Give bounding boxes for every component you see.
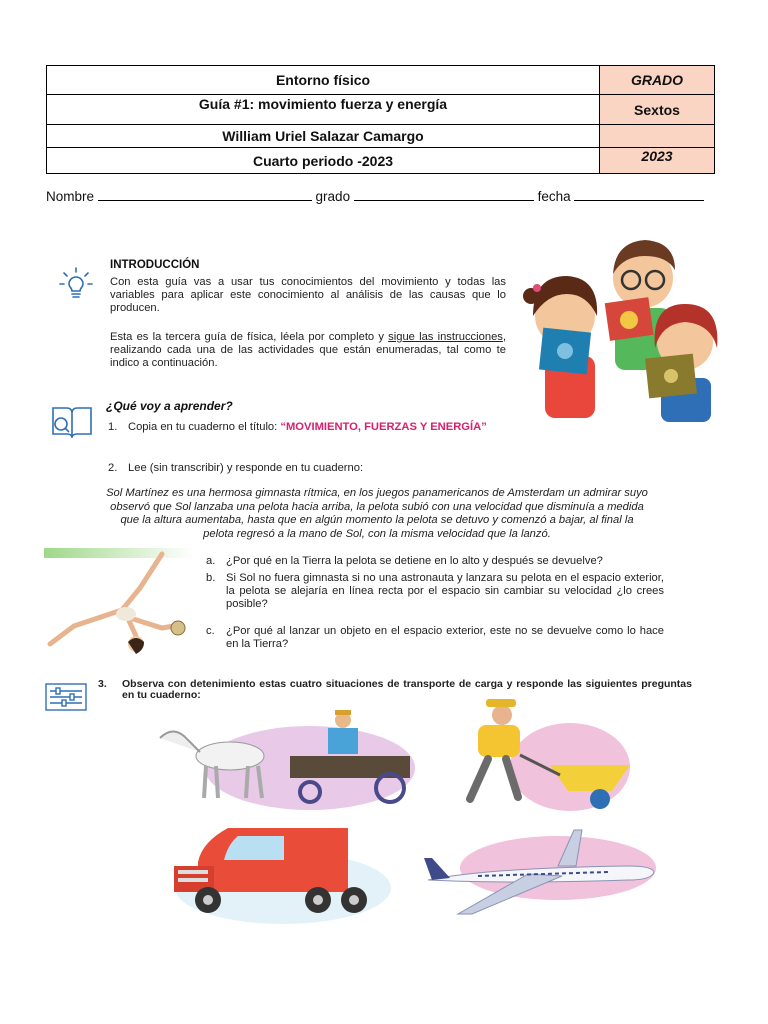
intro-p2-start: Esta es la tercera guía de física, léela por completo y [110,331,389,343]
learn-title: ¿Qué voy a aprender? [106,399,233,413]
question-c-text: ¿Por qué al lanzar un objeto en el espacio exterior, este no se devuelve como lo hace en la Tierra? [226,625,664,650]
student-info-line [46,188,713,204]
question-b-letter: b. [206,572,216,584]
header-empty-cell [600,125,714,147]
header-year: 2023 [600,148,714,173]
question-c [206,625,664,651]
header-grade-value: Sextos [600,95,714,124]
intro-paragraph-1: Con esta guía vas a usar tus conocimientos del movimiento y todas las variables para aplicar este conocimiento al análisis de las causas que lo producen. [110,276,506,314]
question-b-text: Si Sol no fuera gimnasta si no una astronauta y lanzara su pelota en el espacio exterior, la pelota se alejaría en línea recta por el espacio sin cambiar su velocidad ¿lo crees posible? [226,572,664,610]
item-1 [108,421,487,433]
header-row-2 [47,95,714,125]
airplane-illustration [418,826,658,918]
header-subject: Entorno físico [47,66,600,94]
header-row-4 [47,148,714,173]
question-c-letter: c. [206,625,215,637]
item-3-text: Observa con detenimiento estas cuatro situaciones de transporte de carga y responde las siguientes preguntas en tu cuaderno: [122,678,692,701]
item-2-text: Lee (sin transcribir) y responde en tu cuaderno: [128,462,364,474]
intro-p2-end: , realizando cada una de las actividades que están enumeradas, tal como te indico a continuación. [110,331,506,369]
story-paragraph: Sol Martínez es una hermosa gimnasta rítmica, en los juegos panamericanos de Amsterdam un admirar suyo observó que Sol lanzaba una pelota hacia arriba, la pelota subió con una velocidad que disminuía a medida que la altura aumentaba, hasta que en algún momento la pelota se detuvo y comenzó a bajar, al final la pelota regresó a la mano de Sol, con la misma velocidad que la lanzó. [106,487,648,540]
header-row-1 [47,66,714,95]
question-a-letter: a. [206,555,216,567]
header-guide-title: Guía #1: movimiento fuerza y energía [47,95,600,124]
nombre-label: Nombre [46,189,95,204]
header-grade-label: GRADO [600,66,714,94]
wheelbarrow-illustration [440,695,645,815]
question-a [206,555,664,568]
item-1-number: 1. [108,421,118,433]
fecha-field[interactable] [574,188,704,201]
item-1-text: Copia en tu cuaderno el título: [128,421,281,433]
grado-label: grado [315,189,351,204]
nombre-field[interactable] [98,188,312,201]
question-b [206,572,664,611]
item-3-number: 3. [98,678,107,690]
header-table [46,65,715,174]
sliders-icon [44,682,88,712]
header-row-3 [47,125,714,148]
book-search-icon [49,404,95,438]
children-reading-illustration [515,238,720,423]
fecha-label: fecha [537,189,571,204]
item-2-number: 2. [108,462,118,474]
gymnast-illustration [44,548,194,663]
truck-illustration [168,818,403,926]
instructions-link: sigue las instrucciones [388,331,503,343]
lightbulb-icon [58,264,94,304]
item-2 [108,462,363,474]
grado-field[interactable] [354,188,534,201]
horse-cart-illustration [150,708,435,813]
header-period: Cuarto periodo -2023 [47,148,600,173]
intro-title: INTRODUCCIÓN [110,259,200,271]
header-teacher: William Uriel Salazar Camargo [47,125,600,147]
item-1-highlight: “MOVIMIENTO, FUERZAS Y ENERGÍA” [280,421,487,433]
question-a-text: ¿Por qué en la Tierra la pelota se detiene en lo alto y después se devuelve? [226,555,603,567]
intro-paragraph-2 [110,331,506,370]
